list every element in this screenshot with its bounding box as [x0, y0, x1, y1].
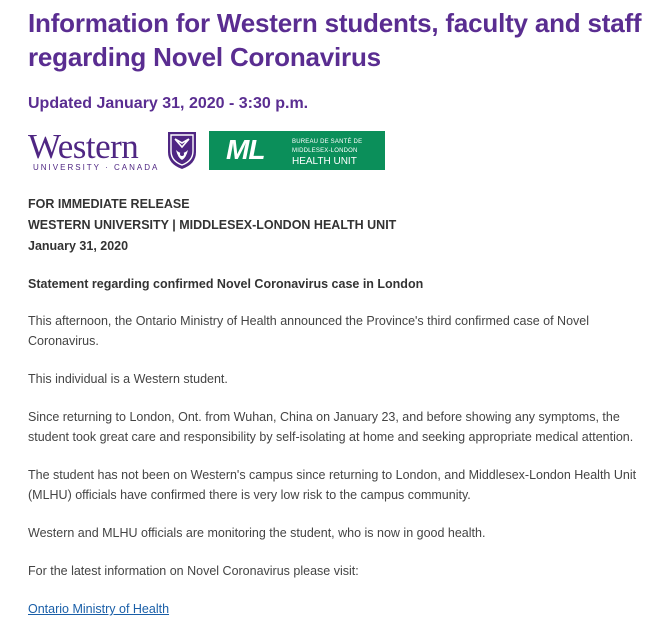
page-title: Information for Western students, faculty and staff regarding Novel Coronavirus [28, 8, 642, 72]
mlhu-line-1: BUREAU DE SANTÉ DE [292, 139, 363, 145]
western-crest-icon [166, 130, 198, 170]
western-subtitle: UNIVERSITY · CANADA [33, 163, 160, 172]
release-header [28, 194, 656, 257]
western-university-logo [28, 127, 203, 174]
mlhu-name [292, 138, 362, 167]
statement-heading: Statement regarding confirmed Novel Coronavirus case in London [28, 277, 424, 291]
paragraph: This individual is a Western student. [28, 372, 228, 386]
paragraph: The student has not been on Western's campus since returning to London, and Middlesex-London Health Unit (MLHU) officials have confirmed there is very low risk to the campus community. [28, 468, 637, 502]
paragraph: This afternoon, the Ontario Ministry of Health announced the Province's third confirmed case of Novel Coronavirus. [28, 314, 590, 348]
western-wordmark: Western [28, 127, 139, 166]
release-date: January 31, 2020 [28, 239, 129, 253]
mlhu-logo [209, 131, 385, 170]
release-line: FOR IMMEDIATE RELEASE [28, 197, 190, 211]
mlhu-line-2: MIDDLESEX-LONDON [292, 148, 358, 154]
paragraph: Since returning to London, Ont. from Wuhan, China on January 23, and before showing any symptoms, the student took great care and responsibility by self-isolating at home and seeking appropriate medical attention. [28, 410, 634, 444]
paragraph: Western and MLHU officials are monitoring the student, who is now in good health. [28, 526, 486, 540]
ontario-ministry-link[interactable]: Ontario Ministry of Health [28, 602, 170, 616]
article [28, 0, 656, 619]
logo-row [28, 127, 656, 174]
paragraph: For the latest information on Novel Coronavirus please visit: [28, 564, 359, 578]
release-organizations: WESTERN UNIVERSITY | MIDDLESEX-LONDON HEALTH UNIT [28, 218, 397, 232]
mlhu-line-3: HEALTH UNIT [292, 156, 357, 167]
updated-timestamp: Updated January 31, 2020 - 3:30 p.m. [28, 95, 309, 112]
mlhu-mark: ML [226, 134, 265, 165]
